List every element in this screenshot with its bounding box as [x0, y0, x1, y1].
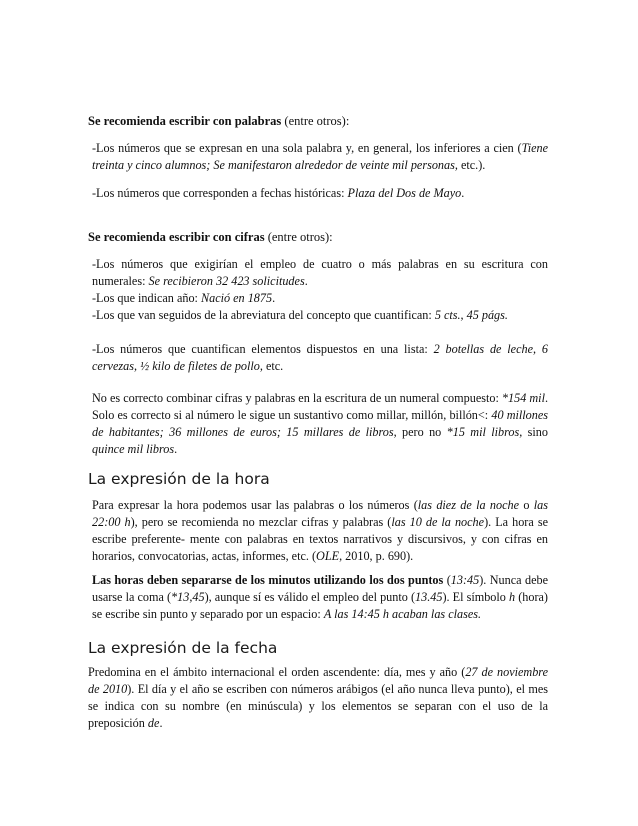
item-end: etc.). [457, 158, 486, 172]
item-text: -Los que indican año: [92, 291, 201, 305]
item-end: . [304, 274, 308, 288]
recommend-words-item-1 [92, 140, 548, 174]
item-text: -Los números que exigirían el empleo de cuatro o más palabras en su escritura con numerales: [92, 257, 548, 288]
note-example: quince mil libros [92, 442, 175, 456]
recommend-words-title: Se recomienda escribir con palabras [88, 114, 282, 128]
para-example: OLE [316, 549, 340, 563]
para-bold: Las horas deben separarse de los minutos utilizando los dos puntos [92, 573, 444, 587]
date-section-title: La expresión de la fecha [88, 639, 278, 657]
para-text: ). La hora se escribe preferente- mente con palabras en textos narrativos y discursivos, y con cifras en horarios, convocatorias, actas, informes, etc. ( [92, 515, 548, 563]
para-example: h [509, 590, 516, 604]
item-text: -Los que van seguidos de la abreviatura del concepto que cuantifican: [92, 308, 435, 322]
para-example: 13:45 [450, 573, 480, 587]
item-example: 2 botellas de leche, 6 cervezas, ½ kilo de filetes de pollo, [92, 342, 548, 373]
para-example: las 22:00 h [92, 498, 548, 529]
para-text: ). El día y el año se escriben con números arábigos (el año nunca lleva punto), el mes se indica con su nombre (en minúscula) y los elementos se separan con el uso de la preposición [88, 682, 548, 730]
item-example: 5 cts., 45 págs. [434, 308, 508, 322]
compound-numeral-note [92, 390, 548, 458]
para-example: 13.45 [415, 590, 443, 604]
date-paragraph [88, 664, 548, 732]
item-text: -Los números que corresponden a fechas históricas: [92, 186, 348, 200]
recommend-words-heading [88, 113, 349, 130]
note-text: . Solo es correcto si al número le sigue un sustantivo como millar, millón, billón<: [92, 391, 548, 422]
para-text: . [159, 716, 163, 730]
hour-section-title: La expresión de la hora [88, 470, 270, 488]
para-example: las 10 de la noche [391, 515, 485, 529]
recommend-figures-item-3 [92, 307, 548, 324]
para-text: , 2010, p. 690). [339, 549, 414, 563]
para-text: Para expresar la hora podemos usar las palabras o los números ( [92, 498, 418, 512]
para-text: Predomina en el ámbito internacional el orden ascendente: día, mes y año ( [88, 665, 466, 679]
note-text: sino [522, 425, 548, 439]
item-end: . [461, 186, 465, 200]
note-text: , pero no [393, 425, 447, 439]
item-example: Nació en 1875 [200, 291, 273, 305]
note-example: 40 millones de habitantes; 36 millones de euros; 15 millares de libros [92, 408, 548, 439]
recommend-words-item-2 [92, 185, 472, 202]
item-text: -Los números que cuantifican elementos dispuestos en una lista: [92, 342, 434, 356]
recommend-figures-title: Se recomienda escribir con cifras [88, 230, 265, 244]
para-example: de [147, 716, 160, 730]
note-text: No es correcto combinar cifras y palabras en la escritura de un numeral compuesto: [92, 391, 502, 405]
recommend-figures-title-rest: (entre otros): [264, 230, 333, 244]
para-example: las diez de la noche [417, 498, 520, 512]
recommend-figures-item-2 [92, 290, 548, 307]
para-example: A las 14:45 h acaban las clases. [323, 607, 482, 621]
para-text: ( [443, 573, 451, 587]
para-text: ), aunque sí es válido el empleo del punto ( [204, 590, 416, 604]
item-text: -Los números que se expresan en una sola palabra y, en general, los inferiores a cien ( [92, 141, 522, 155]
recommend-words-title-rest: (entre otros): [281, 114, 350, 128]
note-text: . [174, 442, 178, 456]
para-example: *13,45 [171, 590, 205, 604]
recommend-figures-heading [88, 229, 333, 246]
hour-paragraph-1 [92, 497, 548, 565]
recommend-figures-item-4 [92, 341, 548, 375]
hour-paragraph-2 [92, 572, 548, 623]
para-text: (hora) se escribe sin punto y separado por un espacio: [92, 590, 548, 621]
note-example: *15 mil libros, [446, 425, 523, 439]
para-text: ). Nunca debe usarse la coma ( [92, 573, 549, 604]
recommend-figures-item-1 [92, 256, 548, 290]
para-text: ), pero se recomienda no mezclar cifras y palabras ( [130, 515, 392, 529]
para-text: ). El símbolo [442, 590, 509, 604]
para-example: 27 de noviembre de 2010 [88, 665, 548, 696]
item-end: . [272, 291, 276, 305]
note-example: *154 mil [501, 391, 545, 405]
item-example: Se recibieron 32 423 solicitudes [148, 274, 305, 288]
item-example: Plaza del Dos de Mayo [347, 186, 462, 200]
para-text: o [519, 498, 534, 512]
item-example: Tiene treinta y cinco alumnos; Se manifestaron alrededor de veinte mil personas, [92, 141, 548, 172]
item-end: etc. [262, 359, 284, 373]
